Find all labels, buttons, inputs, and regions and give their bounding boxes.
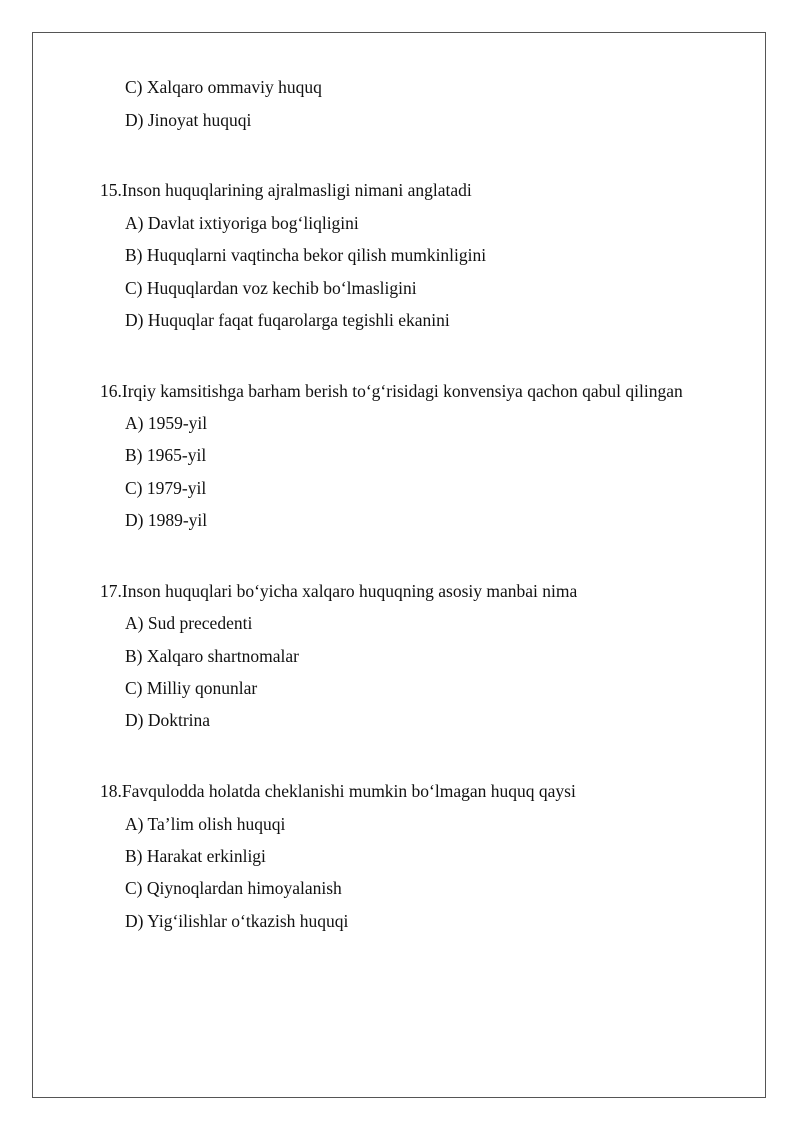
question-text: Inson huquqlari bo‘yicha xalqaro huquqning asosiy manbai nima	[121, 581, 578, 601]
question-heading	[100, 783, 576, 801]
question-text: Irqiy kamsitishga barham berish to‘g‘risidagi konvensiya qachon qabul qilingan	[121, 381, 683, 401]
question-number: 15.	[100, 180, 122, 200]
option-a: A) Ta’lim olish huquqi	[125, 814, 286, 834]
option-d: D) Huquqlar faqat fuqarolarga tegishli ekanini	[125, 310, 450, 330]
question-heading	[100, 583, 577, 601]
question-number: 16.	[100, 381, 122, 401]
option-a: A) 1959-yil	[125, 413, 208, 433]
option-c: C) Xalqaro ommaviy huquq	[125, 77, 322, 97]
option-d: D) Doktrina	[125, 710, 211, 730]
option-d: D) 1989-yil	[125, 510, 208, 530]
option-b: B) Xalqaro shartnomalar	[125, 646, 299, 666]
question-text: Favqulodda holatda cheklanishi mumkin bo‘lmagan huquq qaysi	[121, 781, 576, 801]
question-number: 17.	[100, 581, 122, 601]
question-text: Inson huquqlarining ajralmasligi nimani anglatadi	[121, 180, 472, 200]
option-d: D) Yig‘ilishlar o‘tkazish huquqi	[125, 911, 349, 931]
option-a: A) Sud precedenti	[125, 613, 253, 633]
option-c: C) Milliy qonunlar	[125, 678, 258, 698]
option-d: D) Jinoyat huquqi	[125, 110, 252, 130]
question-heading	[100, 182, 472, 200]
option-c: C) Qiynoqlardan himoyalanish	[125, 878, 342, 898]
question-heading	[100, 383, 683, 401]
option-c: C) Huquqlardan voz kechib bo‘lmasligini	[125, 278, 417, 298]
option-c: C) 1979-yil	[125, 478, 207, 498]
option-b: B) Harakat erkinligi	[125, 846, 266, 866]
option-b: B) 1965-yil	[125, 445, 207, 465]
option-a: A) Davlat ixtiyoriga bog‘liqligini	[125, 213, 359, 233]
question-number: 18.	[100, 781, 122, 801]
option-b: B) Huquqlarni vaqtincha bekor qilish mumkinligini	[125, 245, 487, 265]
